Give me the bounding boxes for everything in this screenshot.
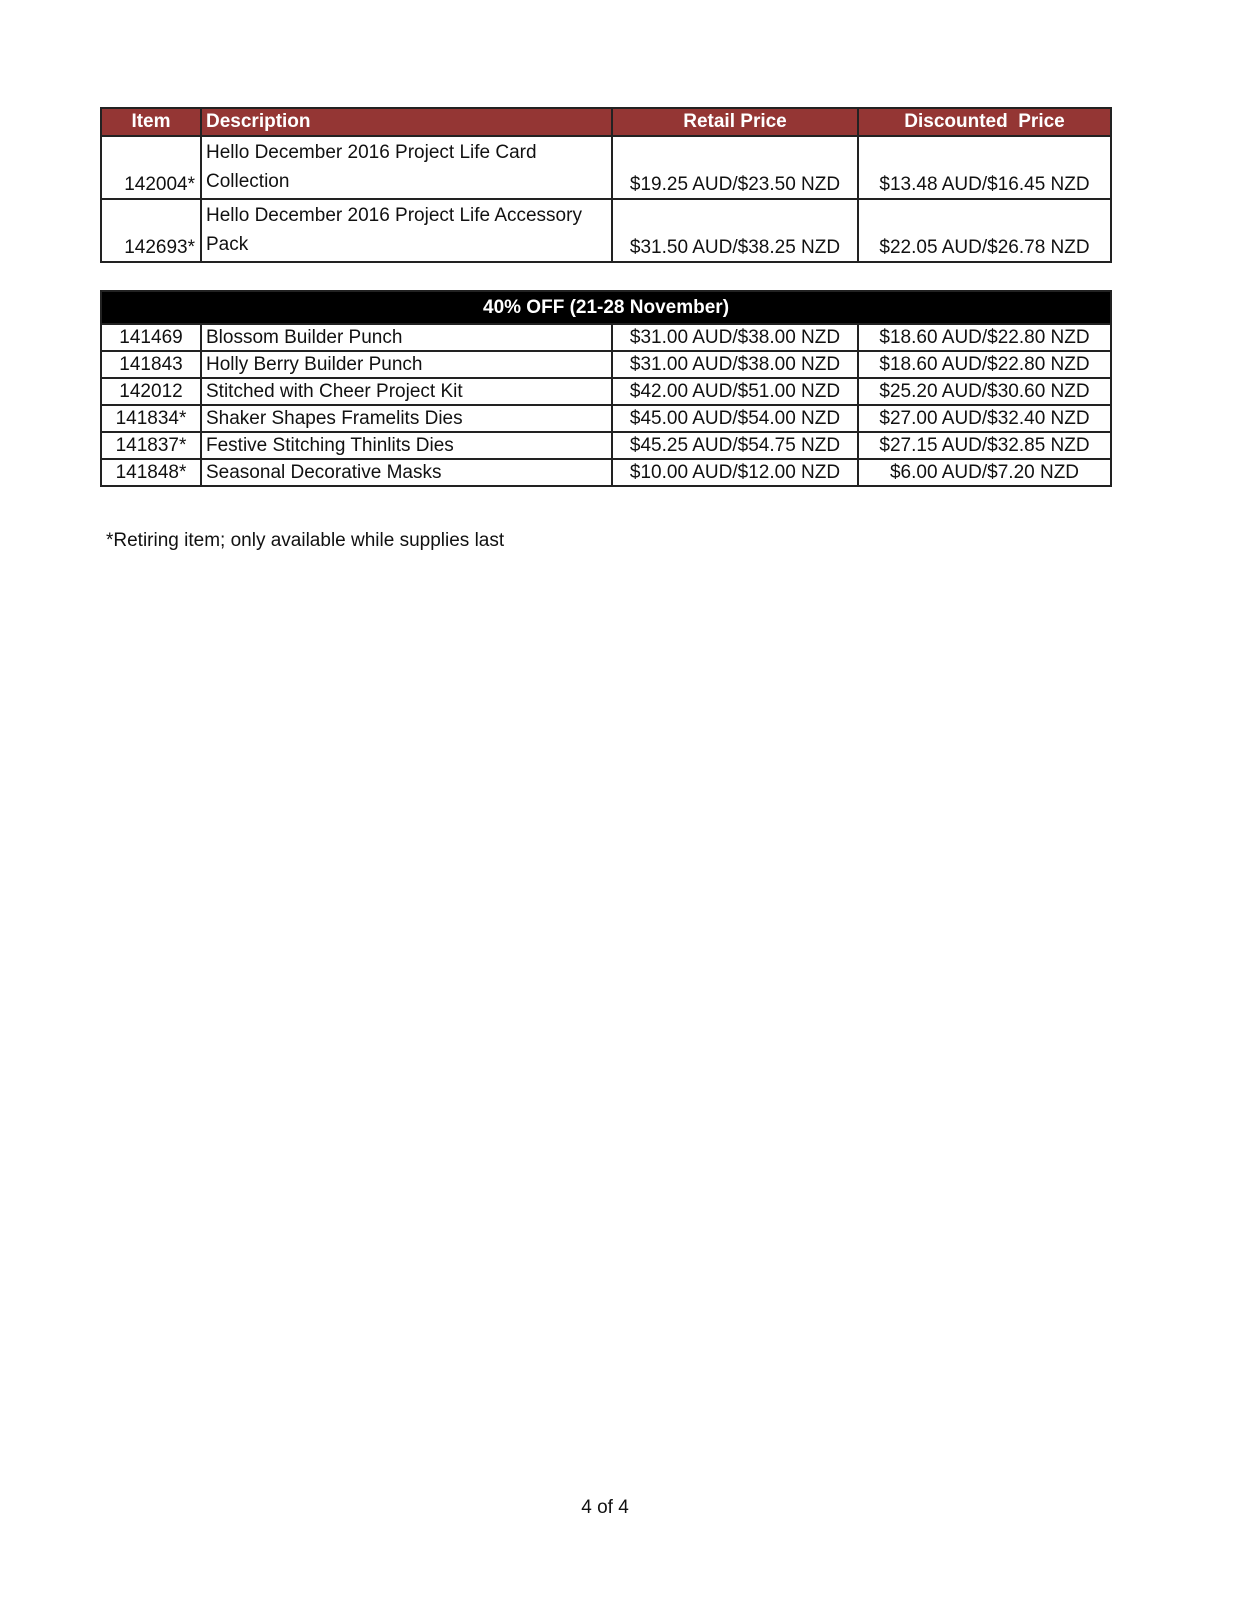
col-header-item: Item: [101, 108, 201, 136]
item-number: 141843: [101, 351, 201, 378]
retail-price: $19.25 AUD/$23.50 NZD: [612, 136, 858, 199]
retail-price: $10.00 AUD/$12.00 NZD: [612, 459, 858, 486]
retail-price: $31.00 AUD/$38.00 NZD: [612, 324, 858, 351]
page-number: 4 of 4: [581, 1497, 629, 1518]
col-header-description: Description: [201, 108, 612, 136]
discounted-price: $25.20 AUD/$30.60 NZD: [858, 378, 1111, 405]
item-number: 141837*: [101, 432, 201, 459]
retail-price: $31.50 AUD/$38.25 NZD: [612, 199, 858, 262]
discounted-price: $27.15 AUD/$32.85 NZD: [858, 432, 1111, 459]
item-number: 141848*: [101, 459, 201, 486]
discounted-price: $18.60 AUD/$22.80 NZD: [858, 351, 1111, 378]
retail-price: $42.00 AUD/$51.00 NZD: [612, 378, 858, 405]
table-row: [101, 324, 1111, 351]
item-number: 142012: [101, 378, 201, 405]
item-description: Shaker Shapes Framelits Dies: [201, 405, 612, 432]
table-row: [101, 459, 1111, 486]
table-row: [101, 405, 1111, 432]
table-row: [101, 199, 1111, 262]
table-row: [101, 432, 1111, 459]
discounted-price: $13.48 AUD/$16.45 NZD: [858, 136, 1111, 199]
item-number: 142693*: [101, 199, 201, 262]
promo-table-1: [100, 107, 1112, 263]
item-description: Blossom Builder Punch: [201, 324, 612, 351]
footnote: *Retiring item; only available while supplies last: [106, 530, 505, 551]
retail-price: $45.25 AUD/$54.75 NZD: [612, 432, 858, 459]
retail-price: $45.00 AUD/$54.00 NZD: [612, 405, 858, 432]
item-description: Hello December 2016 Project Life Card Collection: [201, 136, 612, 199]
item-number: 142004*: [101, 136, 201, 199]
promo-table-2: [100, 290, 1112, 487]
item-number: 141834*: [101, 405, 201, 432]
discounted-price: $18.60 AUD/$22.80 NZD: [858, 324, 1111, 351]
item-description: Hello December 2016 Project Life Accessory Pack: [201, 199, 612, 262]
col-header-retail: Retail Price: [612, 108, 858, 136]
item-number: 141469: [101, 324, 201, 351]
table-row: [101, 378, 1111, 405]
table-row: [101, 351, 1111, 378]
retail-price: $31.00 AUD/$38.00 NZD: [612, 351, 858, 378]
header-row: [101, 108, 1111, 136]
section-banner: 40% OFF (21-28 November): [101, 291, 1111, 324]
item-description: Seasonal Decorative Masks: [201, 459, 612, 486]
item-description: Festive Stitching Thinlits Dies: [201, 432, 612, 459]
item-description: Holly Berry Builder Punch: [201, 351, 612, 378]
col-header-discounted: Discounted Price: [858, 108, 1111, 136]
table-row: [101, 136, 1111, 199]
item-description: Stitched with Cheer Project Kit: [201, 378, 612, 405]
discounted-price: $27.00 AUD/$32.40 NZD: [858, 405, 1111, 432]
discounted-price: $6.00 AUD/$7.20 NZD: [858, 459, 1111, 486]
discounted-price: $22.05 AUD/$26.78 NZD: [858, 199, 1111, 262]
